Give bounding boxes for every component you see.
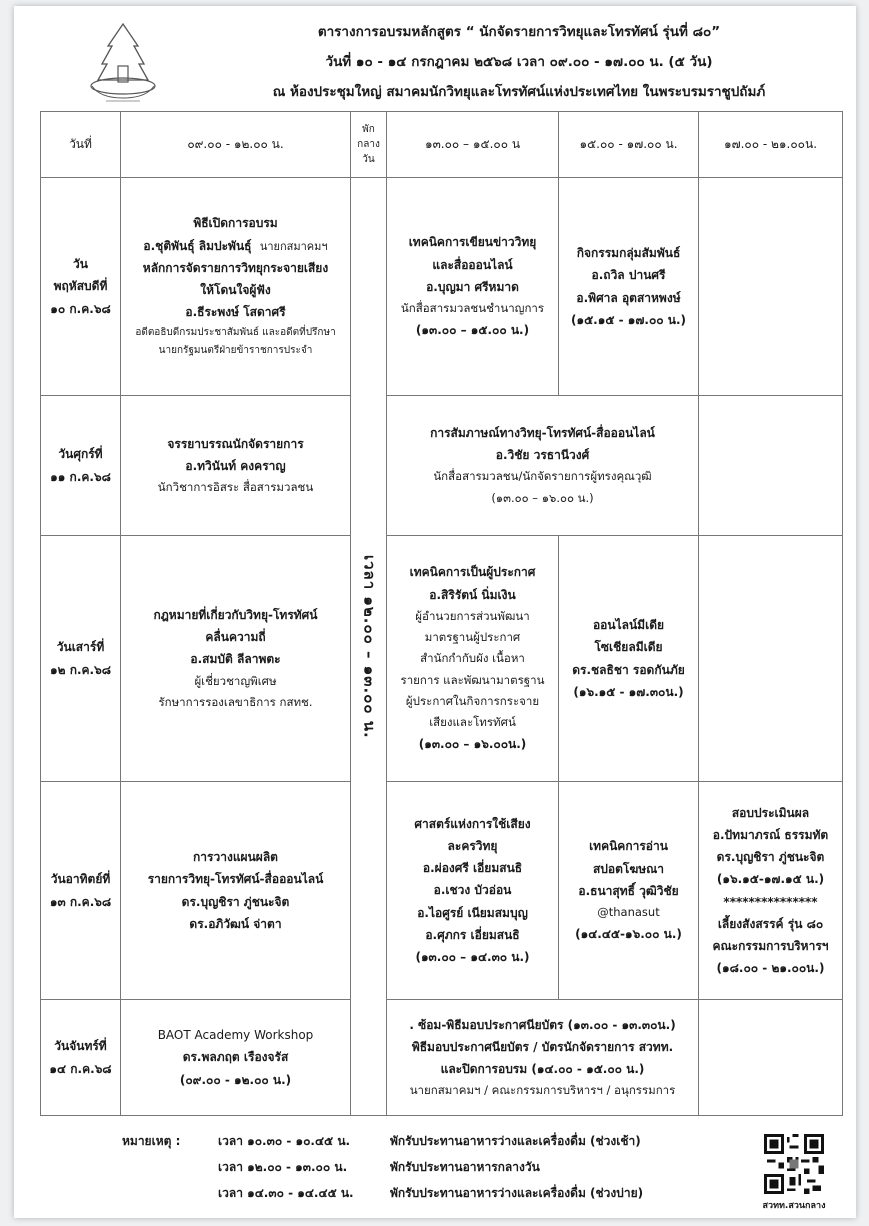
- morning-session: การวางแผนผลิต รายการวิทยุ-โทรทัศน์-สื่อออนไลน์ ดร.บุญชิรา ภู่ชนะจิต ดร.อภิวัฒน์ จ่าตา: [121, 782, 351, 1000]
- column-break-header: พัก กลาง วัน: [351, 112, 387, 178]
- morning-session: จรรยาบรรณนักจัดรายการ อ.ทวินันท์ คงคราญ นักวิชาการอิสระ สื่อสารมวลชน: [121, 396, 351, 536]
- table-row: [41, 536, 843, 782]
- note-row: หมายเหตุ : เวลา ๑๐.๓๐ - ๑๐.๔๕ น. พักรับประทานอาหารว่างและเครื่องดื่ม (ช่วงเช้า): [122, 1128, 643, 1154]
- title-line: ตารางการอบรมหลักสูตร “ นักจัดรายการวิทยุและโทรทัศน์ รุ่นที่ ๘๐”: [317, 24, 721, 40]
- evening-session: [699, 536, 843, 782]
- morning-session: กฎหมายที่เกี่ยวกับวิทยุ-โทรทัศน์ คลื่นความถี่ อ.สมบัติ ลีลาพตะ ผู้เชี่ยวชาญพิเศษ รักษาการรองเลขาธิการ กสทช.: [121, 536, 351, 782]
- notes-section: [122, 1128, 643, 1206]
- table-row: [41, 1000, 843, 1116]
- table-row: [41, 178, 843, 396]
- afternoon-session-1: เทคนิคการเป็นผู้ประกาศ อ.สิริรัตน์ นิ่มเงิน ผู้อำนวยการส่วนพัฒนา มาตรฐานผู้ประกาศ สำนักกำกับผัง เนื้อหา รายการ และพัฒนามาตรฐาน ผู้ประกาศในกิจการกระจาย เสียงและโทรทัศน์ (๑๓.๐๐ – ๑๖.๐๐น.): [387, 536, 559, 782]
- association-emblem-icon: [78, 20, 168, 104]
- note-row: เวลา ๑๒.๐๐ - ๑๓.๐๐ น. พักรับประทานอาหารกลางวัน: [218, 1159, 540, 1174]
- evening-session: [699, 178, 843, 396]
- table-row: [41, 782, 843, 1000]
- table-row: [41, 396, 843, 536]
- evening-session: สอบประเมินผล อ.ปัทมาภรณ์ ธรรมทัต ดร.บุญชิรา ภู่ชนะจิต (๑๖.๑๕-๑๗.๑๕ น.) *************** เลี้ยงสังสรรค์ รุ่น ๘๐ คณะกรรมการบริหารฯ (๑๘.๐๐ - ๒๑.๐๐น.): [699, 782, 843, 1000]
- date-line: วันที่ ๑๐ - ๑๔ กรกฎาคม ๒๕๖๘ เวลา ๐๙.๐๐ - ๑๗.๐๐ น. (๕ วัน): [325, 54, 713, 70]
- venue-line: ณ ห้องประชุมใหญ่ สมาคมนักวิทยุและโทรทัศน์แห่งประเทศไทย ในพระบรมราชูปถัมภ์: [272, 84, 766, 100]
- column-morning-header: ๐๙.๐๐ - ๑๒.๐๐ น.: [121, 112, 351, 178]
- column-evening-header: ๑๗.๐๐ - ๒๑.๐๐น.: [699, 112, 843, 178]
- day-cell: วันเสาร์ที่ ๑๒ ก.ค.๖๘: [41, 536, 121, 782]
- notes-label: หมายเหตุ :: [122, 1133, 181, 1148]
- afternoon-session-2: ออนไลน์มีเดีย โซเชียลมีเดีย ดร.ชลธิชา รอดกันภัย (๑๖.๑๕ - ๑๗.๓๐น.): [559, 536, 699, 782]
- afternoon-session-1: เทคนิคการเขียนข่าววิทยุ และสื่อออนไลน์ อ.บุญมา ศรีหมาด นักสื่อสารมวลชนชำนาญการ (๑๓.๐๐ – ๑๕.๐๐ น.): [387, 178, 559, 396]
- column-afternoon2-header: ๑๕.๐๐ - ๑๗.๐๐ น.: [559, 112, 699, 178]
- day-cell: วัน พฤหัสบดีที่ ๑๐ ก.ค.๖๘: [41, 178, 121, 396]
- day-cell: วันศุกร์ที่ ๑๑ ก.ค.๖๘: [41, 396, 121, 536]
- day-cell: วันอาทิตย์ที่ ๑๓ ก.ค.๖๘: [41, 782, 121, 1000]
- document-page: [14, 6, 856, 1218]
- morning-session: BAOT Academy Workshop ดร.พลภฤต เรืองจรัส (๐๙.๐๐ - ๑๒.๐๐ น.): [121, 1000, 351, 1116]
- header-row: [41, 112, 843, 178]
- afternoon-session-2: เทคนิคการอ่าน สปอตโฆษณา อ.ธนาสุทธิ์ วุฒิวิชัย @thanasut (๑๔.๔๕-๑๖.๐๐ น.): [559, 782, 699, 1000]
- afternoon-session-2: กิจกรรมกลุ่มสัมพันธ์ อ.ถวิล ปานศรี อ.พิศาล อุตสาหพงษ์ (๑๕.๑๕ - ๑๗.๐๐ น.): [559, 178, 699, 396]
- afternoon-session-1: ศาสตร์แห่งการใช้เสียง ละครวิทยุ อ.ผ่องศรี เอี่ยมสนธิ อ.เชวง บัวอ่อน อ.ไอศูรย์ เนียมสมบุญ อ.ศุภกร เอี่ยมสนธิ (๑๓.๐๐ – ๑๔.๓๐ น.): [387, 782, 559, 1000]
- evening-session: [699, 396, 843, 536]
- column-afternoon1-header: ๑๓.๐๐ – ๑๕.๐๐ น: [387, 112, 559, 178]
- morning-session: พิธีเปิดการอบรม อ.ชุติพันธุ์ ลิมปะพันธุ์ นายกสมาคมฯ หลักการจัดรายการวิทยุกระจายเสียง ให้โดนใจผู้ฟัง อ.ธีระพงษ์ โสดาศรี อดีตอธิบดีกรมประชาสัมพันธ์ และอดีตที่ปรึกษา นายกรัฐมนตรีฝ่ายข้าราชการประจำ: [121, 178, 351, 396]
- afternoon-session: . ซ้อม-พิธีมอบประกาศนียบัตร (๑๓.๐๐ - ๑๓.๓๐น.) พิธีมอบประกาศนียบัตร / บัตรนักจัดรายการ สวทท. และปิดการอบรม (๑๔.๐๐ - ๑๕.๐๐ น.) นายกสมาคมฯ / คณะกรรมการบริหารฯ / อนุกรรมการ: [387, 1000, 699, 1116]
- day-cell: วันจันทร์ที่ ๑๔ ก.ค.๖๘: [41, 1000, 121, 1116]
- lunch-break-label: เวลา ๑๒.๐๐ – ๑๓.๐๐ น.: [360, 554, 379, 739]
- note-row: เวลา ๑๔.๓๐ - ๑๔.๔๕ น. พักรับประทานอาหารว่างและเครื่องดื่ม (ช่วงบ่าย): [218, 1185, 644, 1200]
- qr-caption: สวทท.สวนกลาง: [762, 1201, 826, 1211]
- schedule-table: [40, 111, 843, 1116]
- lunch-break-cell: [351, 178, 387, 1116]
- evening-session: [699, 1000, 843, 1116]
- afternoon-session: การสัมภาษณ์ทางวิทยุ-โทรทัศน์-สื่อออนไลน์ อ.วิชัย วรธานีวงศ์ นักสื่อสารมวลชน/นักจัดรายการผู้ทรงคุณวุฒิ (๑๓.๐๐ – ๑๖.๐๐ น.): [387, 396, 699, 536]
- qr-code-icon[interactable]: [764, 1134, 824, 1194]
- column-day-header: วันที่: [41, 112, 121, 178]
